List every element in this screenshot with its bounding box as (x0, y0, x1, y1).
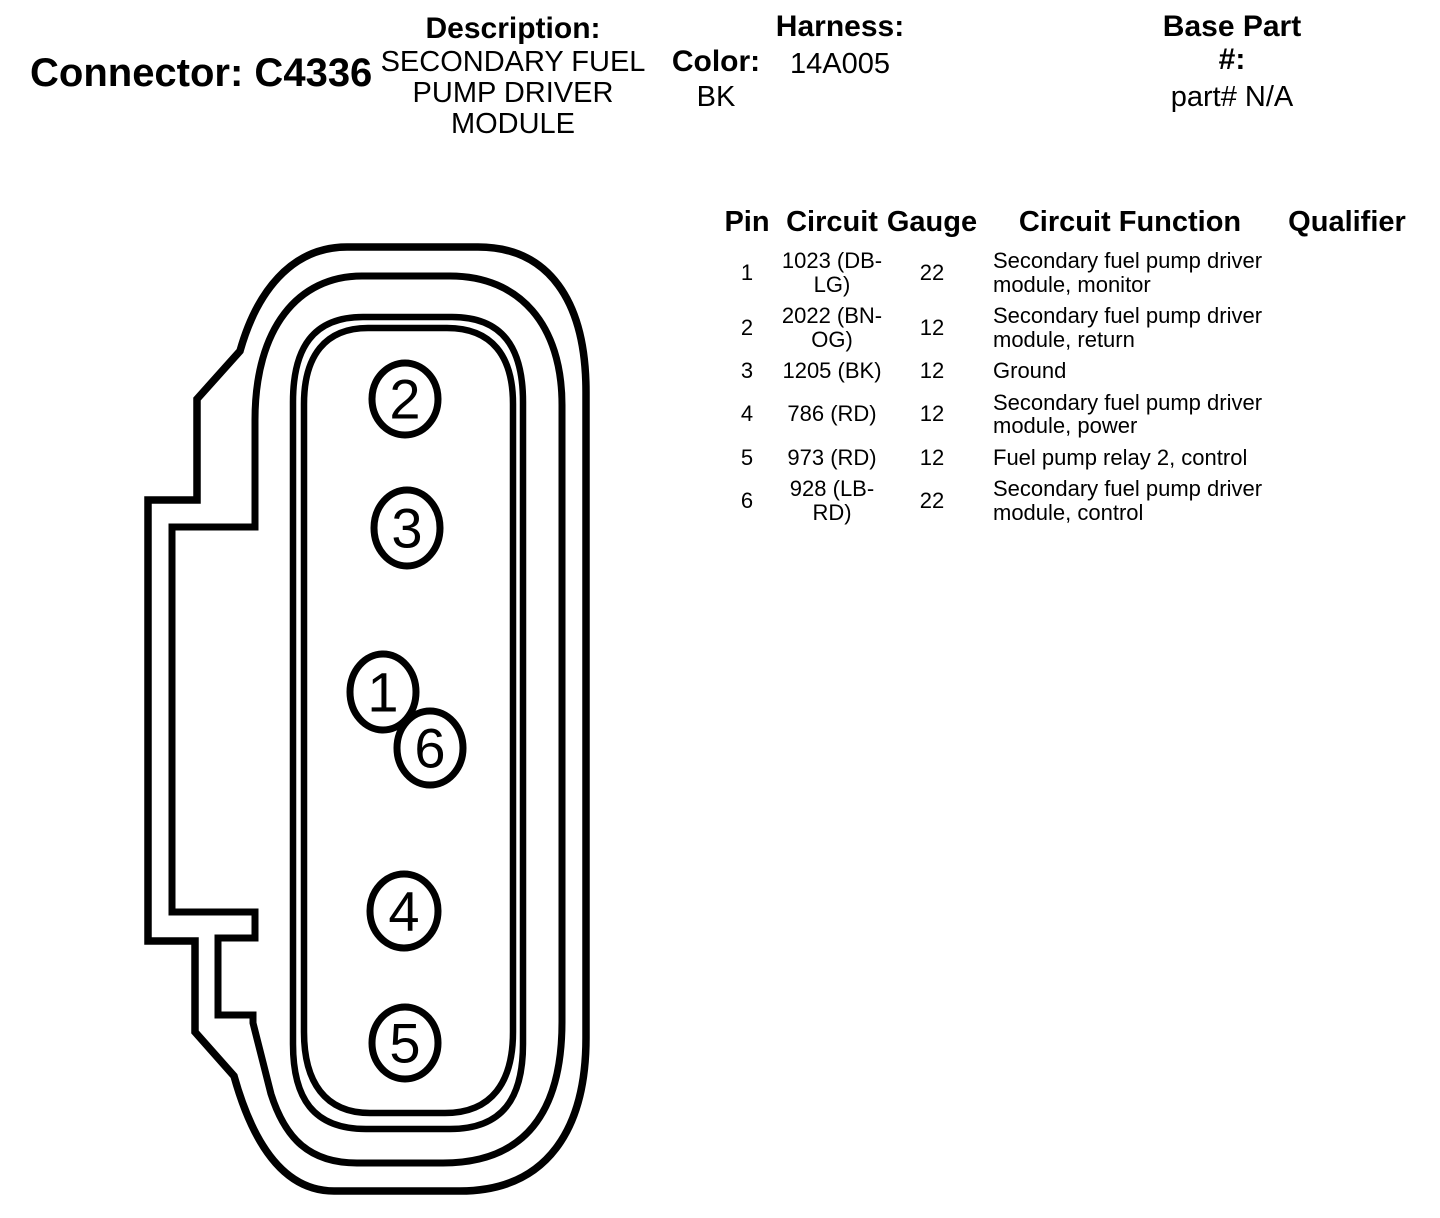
circuit-cell: 928 (LB-RD) (789, 476, 875, 525)
function-cell: Secondary fuel pump driver module, monitor (993, 248, 1263, 297)
gauge-cell: 12 (919, 401, 945, 427)
function-cell: Secondary fuel pump driver module, return (993, 303, 1263, 352)
pin-5-label: 5 (389, 1011, 421, 1075)
pin-6 (397, 711, 463, 785)
pin-cell: 3 (740, 358, 754, 383)
qualifier-cell (1267, 499, 1427, 503)
function-cell: Fuel pump relay 2, control (993, 444, 1248, 470)
gauge-cell: 12 (919, 444, 945, 470)
description-block (373, 12, 653, 140)
circuit-cell: 973 (RD) (787, 444, 877, 470)
pin-5 (372, 1007, 438, 1079)
circuit-cell: 786 (RD) (787, 401, 877, 427)
gauge-cell: 22 (919, 487, 945, 513)
pin-cell: 6 (740, 487, 754, 513)
circuit-cell: 2022 (BN-OG) (781, 303, 883, 352)
qualifier-cell (1267, 326, 1427, 330)
gauge-cell: 12 (919, 358, 945, 383)
color-value: BK (696, 81, 736, 113)
pinout-table (715, 205, 1427, 526)
description-value: SECONDARY FUEL PUMP DRIVER MODULE (380, 46, 646, 140)
pin-cell: 2 (740, 314, 754, 340)
gauge-column-header: Gauge (886, 206, 978, 238)
color-block (660, 45, 772, 113)
color-label: Color: (671, 45, 761, 78)
pin-2-label: 2 (389, 367, 421, 431)
pin-3 (374, 490, 440, 566)
pin-3-label: 3 (391, 496, 423, 560)
qualifier-cell (1267, 369, 1427, 373)
qualifier-cell (1267, 455, 1427, 459)
harness-block (770, 10, 910, 80)
pin-cell: 5 (740, 444, 754, 470)
circuit-column-header: Circuit (786, 206, 878, 238)
base-part-value: part# N/A (1170, 81, 1294, 113)
connector-title: Connector: C4336 (30, 51, 373, 95)
pin-6-label: 6 (414, 716, 446, 780)
base-part-block (1152, 10, 1312, 113)
connector-diagram (80, 235, 610, 1210)
pin-cell: 1 (740, 259, 754, 285)
gauge-cell: 22 (919, 259, 945, 285)
function-cell: Secondary fuel pump driver module, power (993, 389, 1263, 438)
pin-4 (370, 874, 438, 948)
pin-4-label: 4 (388, 879, 420, 943)
circuit-cell: 1023 (DB-LG) (781, 248, 883, 297)
harness-label: Harness: (775, 10, 905, 43)
base-part-label: Base Part #: (1162, 10, 1302, 76)
circuit-function-column-header: Circuit Function (1018, 206, 1242, 238)
harness-value: 14A005 (790, 48, 890, 80)
qualifier-cell (1267, 412, 1427, 416)
pin-cell: 4 (740, 401, 754, 427)
pin-2 (372, 363, 438, 435)
circuit-cell: 1205 (BK) (782, 358, 882, 383)
description-label: Description: (425, 12, 601, 45)
function-cell: Ground (993, 358, 1067, 383)
qualifier-cell (1267, 271, 1427, 275)
qualifier-column-header: Qualifier (1288, 206, 1406, 238)
pin-1-label: 1 (367, 660, 399, 724)
pin-column-header: Pin (724, 206, 770, 238)
gauge-cell: 12 (919, 314, 945, 340)
function-cell: Secondary fuel pump driver module, control (993, 476, 1263, 525)
